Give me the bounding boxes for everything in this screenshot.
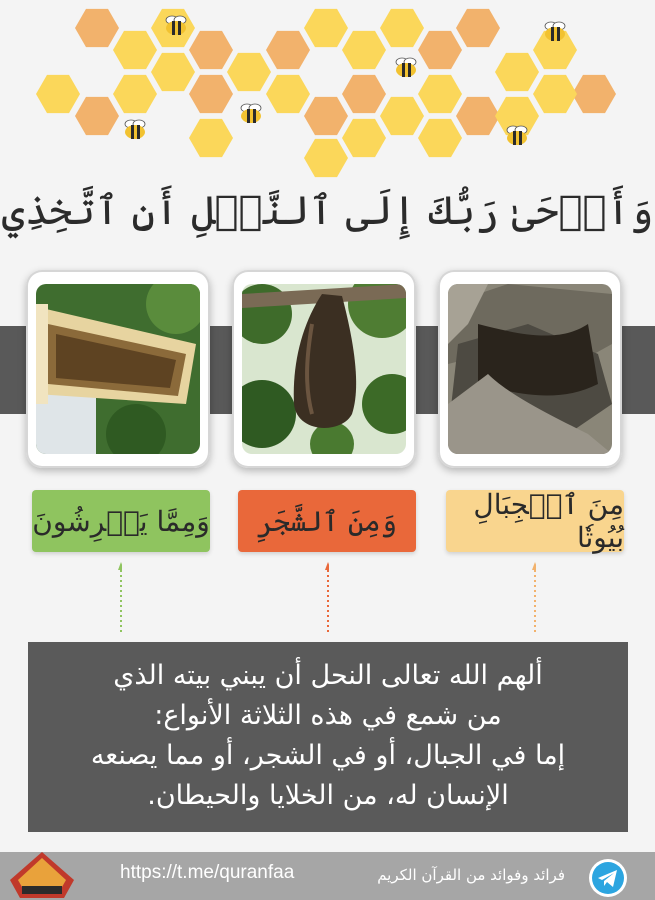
honeycomb-cell [572, 75, 616, 113]
honeycomb-cell [304, 9, 348, 47]
telegram-icon[interactable] [588, 858, 628, 898]
honeycomb-cell [418, 119, 462, 157]
honeycomb-cell [456, 97, 500, 135]
honeycomb-cell [189, 75, 233, 113]
telegram-link[interactable]: https://t.me/quranfaa [120, 862, 295, 883]
honeycomb-cell [304, 139, 348, 177]
honeycomb-cell [75, 9, 119, 47]
info-line: ألهم الله تعالى النحل أن يبني بيته الذي [113, 660, 543, 691]
verse-title: وَأَوۡحَىٰ رَبُّكَ إِلَى ٱلنَّحۡلِ أَنِ ٱتَّخِذِي [1, 188, 654, 234]
info-line: الإنسان له، من الخلايا والحيطان. [147, 780, 509, 811]
honeycomb-cell [533, 75, 577, 113]
honeycomb-cell [304, 97, 348, 135]
label-trees: وَمِنَ ٱلشَّجَرِ [238, 490, 416, 552]
tree-swarm-photo [232, 270, 416, 468]
honeycomb-cell [75, 97, 119, 135]
bee-icon [241, 104, 261, 123]
honeycomb-cell [418, 75, 462, 113]
honeycomb-cell [189, 119, 233, 157]
honeycomb-cell [456, 9, 500, 47]
honeycomb-cell [342, 75, 386, 113]
honeycomb-cell [151, 53, 195, 91]
arrow-up-icon [532, 562, 536, 634]
honeycomb-cell [380, 9, 424, 47]
honeycomb-cell [266, 75, 310, 113]
bee-icon [166, 16, 186, 35]
channel-name: فرائد وفوائد من القرآن الكريم [377, 866, 565, 884]
label-mountains: مِنَ ٱلۡجِبَالِ بُيُوتٗا [446, 490, 624, 552]
honeycomb-cell [36, 75, 80, 113]
footer [0, 852, 655, 900]
info-box [28, 642, 628, 832]
arrow-up-icon [325, 562, 329, 634]
honeycomb-cell [342, 31, 386, 69]
arrow-up-icon [118, 562, 122, 634]
bee-icon [396, 58, 416, 77]
honeycomb-cell [266, 31, 310, 69]
bee-icon [125, 120, 145, 139]
label-trellises: وَمِمَّا يَعۡرِشُونَ [32, 490, 210, 552]
honeycomb-cell [342, 119, 386, 157]
honeycomb-cell [380, 97, 424, 135]
honeycomb-cell [227, 53, 271, 91]
honeycomb-cell [113, 75, 157, 113]
info-line: من شمع في هذه الثلاثة الأنواع: [154, 700, 502, 731]
info-line: إما في الجبال، أو في الشجر، أو مما يصنعه [90, 740, 566, 771]
bee-icon [545, 22, 565, 41]
forum-logo [4, 850, 80, 900]
hive-frame-photo [26, 270, 210, 468]
honeycomb-cell [495, 53, 539, 91]
bee-icon [507, 126, 527, 145]
mountain-bees-photo [438, 270, 622, 468]
honeycomb-decoration [0, 0, 655, 190]
honeycomb-cell [418, 31, 462, 69]
honeycomb-cell [113, 31, 157, 69]
honeycomb-cell [189, 31, 233, 69]
